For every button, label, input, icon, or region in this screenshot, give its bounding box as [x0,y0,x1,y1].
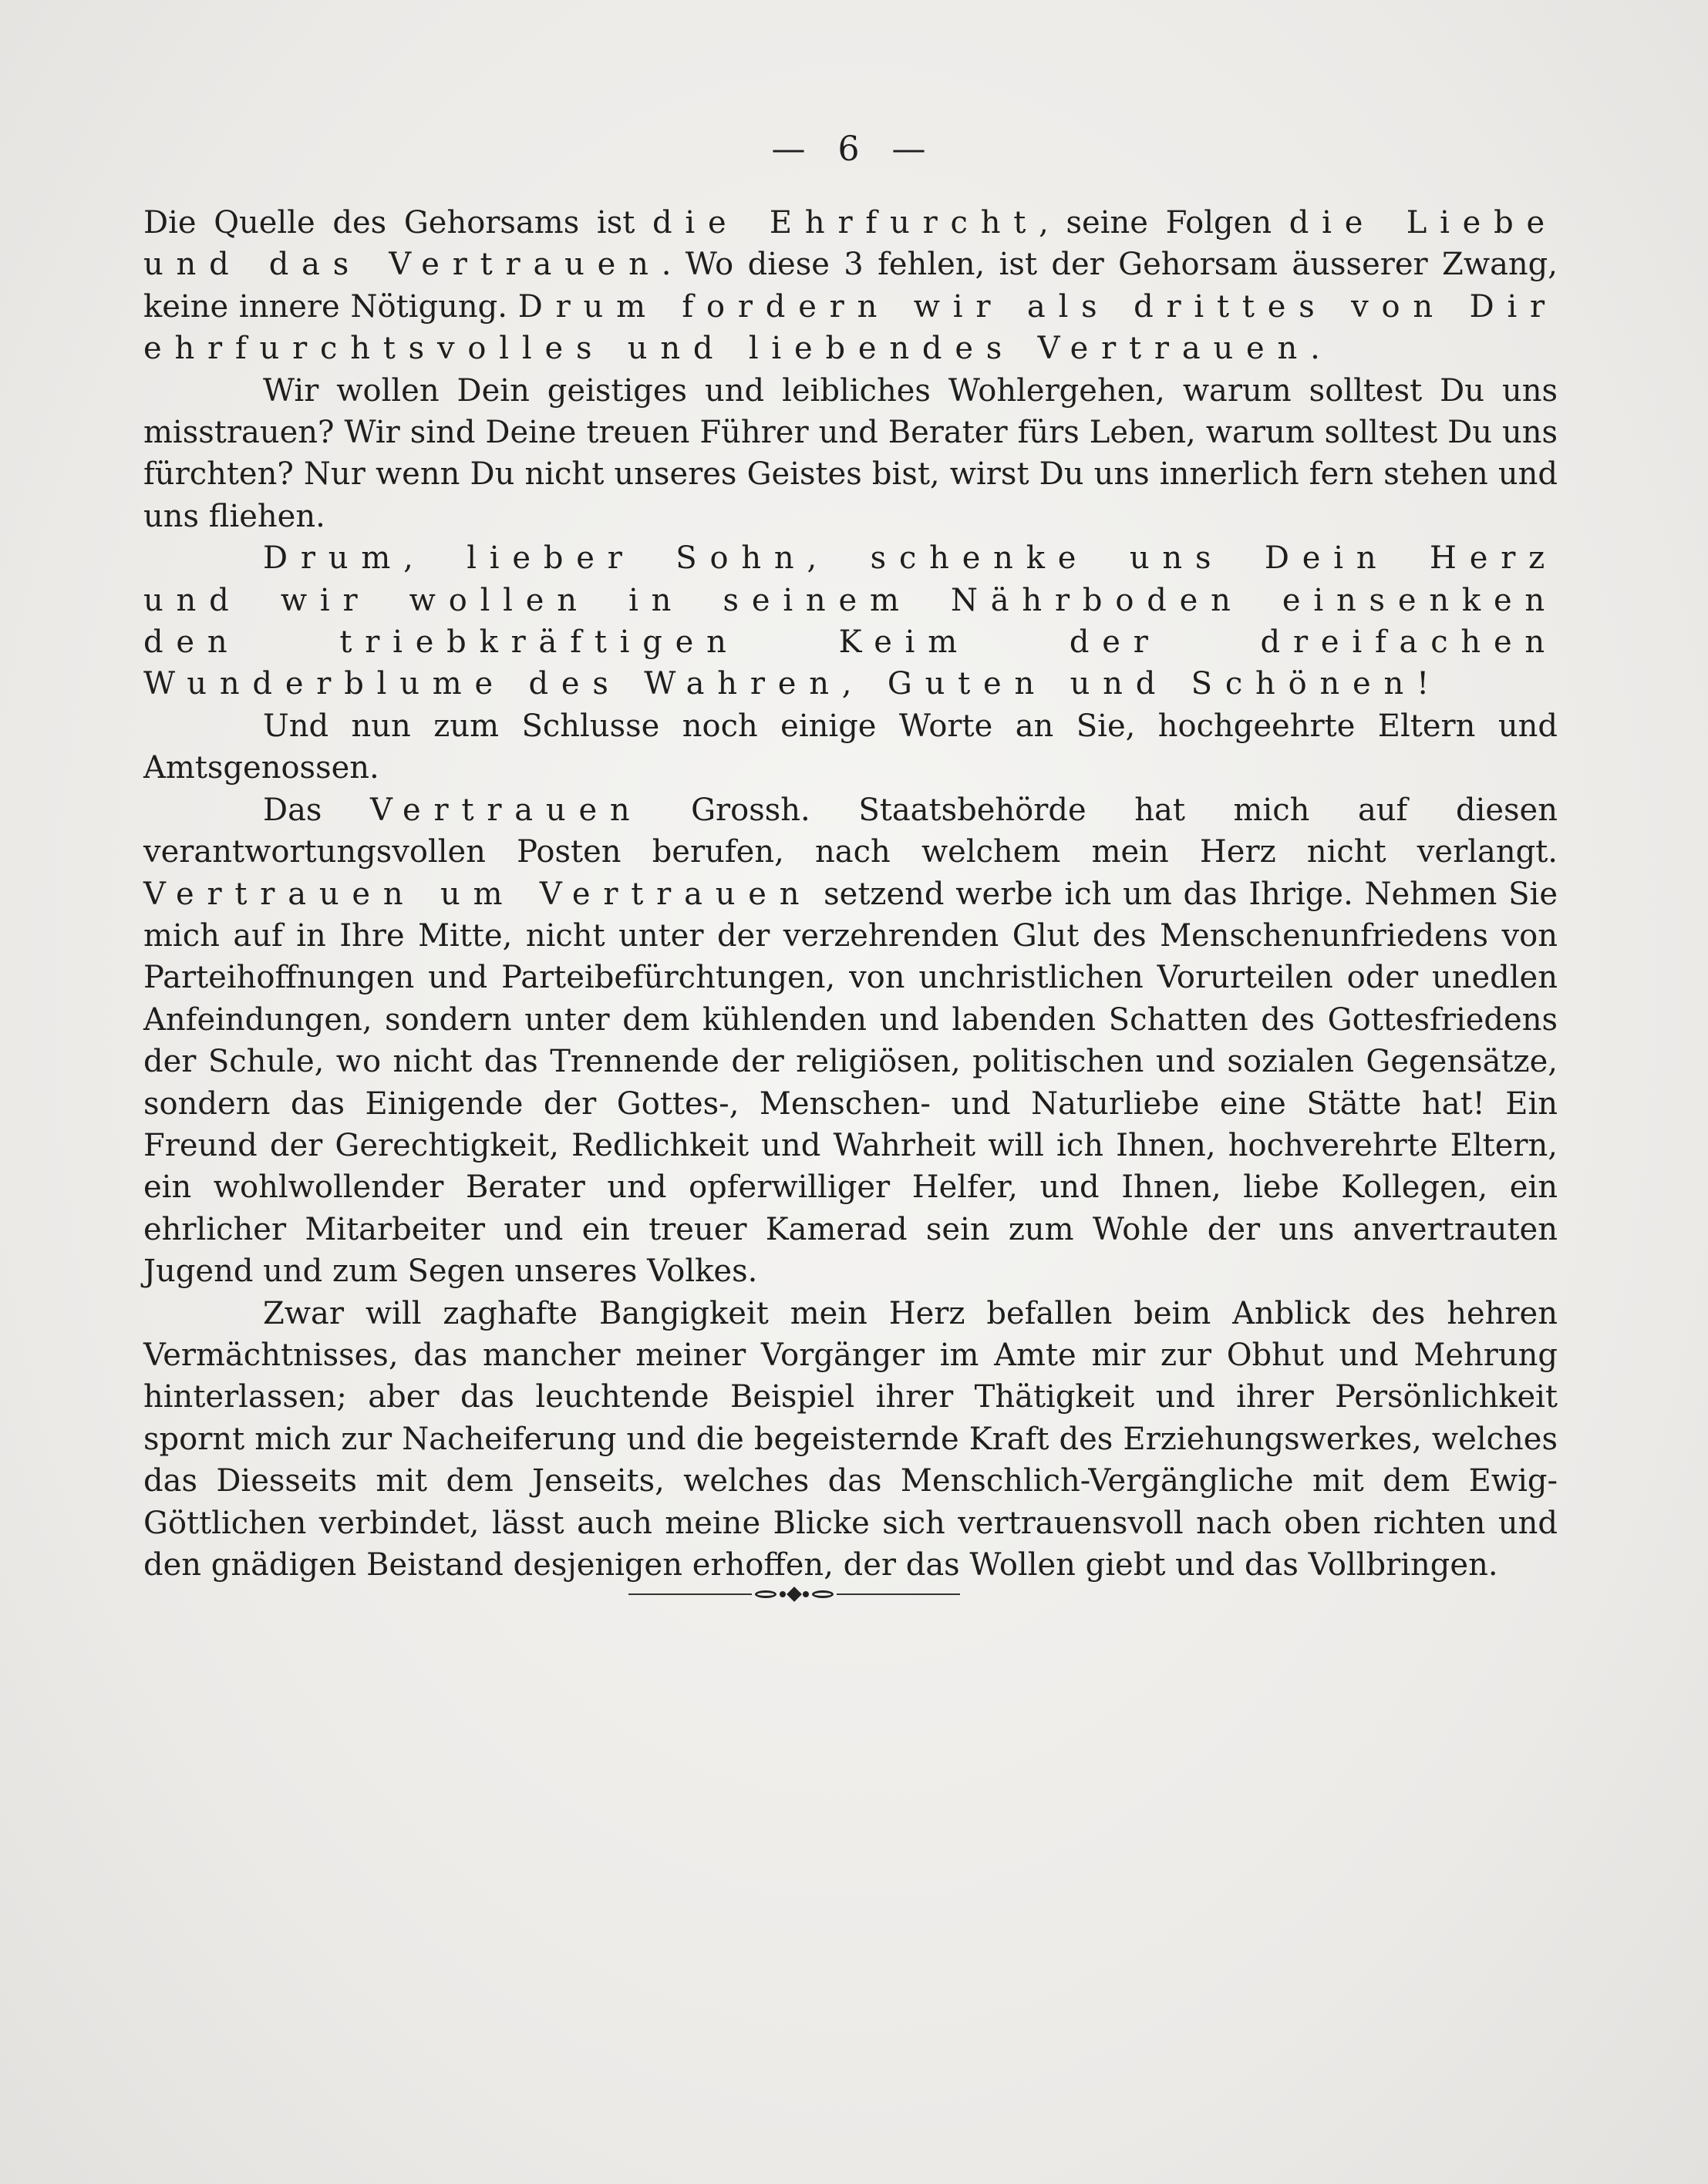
spaced-emphasis-text: die Ehrfurcht [652,205,1039,241]
paragraph-text: Zwar will zaghafte Bangigkeit mein Herz befallen beim Anblick des hehren Vermächtnisses, das mancher meiner Vorgänger im Amte mir zur Obhut und Mehrung hinterlassen; aber das leuchtende Beispiel ihrer Thätigkeit und ihrer Persönlichkeit spornt mich zur Nacheiferung und die begeisternde Kraft des Erziehungswerkes, welches das Diesseits mit dem Jenseits, welches das Menschlich-Vergängliche mit dem Ewig-Göttlichen verbindet, lässt auch meine Blicke sich vertrauensvoll nach oben richten und den gnädigen Beistand desjenigen erhoffen, der das Wollen giebt und das Vollbringen. [143,1295,1558,1583]
paragraph-text: . Wo diese 3 fehlen, ist der Gehorsam äusserer Zwang, keine innere Nötigung. [143,247,1558,325]
paragraph-text: setzend werbe ich um das Ihrige. Nehmen Sie mich auf in Ihre Mitte, nicht unter der verzehrenden Glut des Menschenunfriedens von Parteihoffnungen und Parteibefürchtungen, von unchristlichen Vorurteilen oder unedlen Anfeindungen, sondern unter dem kühlenden und labenden Schatten des Gottesfriedens der Schule, wo nicht das Trennende der religiösen, politischen und sozialen Gegensätze, sondern das Einigende der Gottes-, Menschen- und Naturliebe eine Stätte hat! Ein Freund der Gerechtigkeit, Redlichkeit und Wahrheit will ich Ihnen, hochverehrte Eltern, ein wohlwollender Berater und opferwilliger Helfer, und Ihnen, liebe Kollegen, ein ehrlicher Mitarbeiter und ein treuer Kamerad sein zum Wohle der uns anvertrauten Jugend und zum Segen unseres Volkes. [143,876,1558,1290]
paragraph-text: . [1310,331,1320,367]
spaced-emphasis-text: Vertrauen um Vertrauen [143,876,813,912]
paragraph-text: Grossh. Staatsbehörde hat mich auf diesen verantwortungsvollen Posten berufen, nach welchem mein Herz nicht verlangt. [143,792,1558,870]
body-text [143,202,1558,1586]
paragraph [143,202,1558,370]
paragraph-text: Und nun zum Schlusse noch einige Worte an Sie, hochgeehrte Eltern und Amtsgenossen. [143,708,1558,786]
spaced-emphasis-text: die Liebe und das Vertrauen [143,205,1558,283]
divider-line-left [628,1593,752,1595]
paragraph-text: Wir wollen Dein geistiges und leibliches Wohlergehen, warum solltest Du uns misstrauen? Wir sind Deine treuen Führer und Berater fürs Leben, warum solltest Du uns fürchten? Nur wenn Du nicht unseres Geistes bist, wirst Du uns innerlich fern stehen und uns fliehen. [143,372,1558,534]
paragraph [143,537,1558,705]
paragraph [143,1293,1558,1587]
paragraph-text: Die Quelle des Gehorsams ist [143,205,652,241]
paragraph [143,370,1558,538]
ornament-divider [628,1583,960,1606]
paragraph [143,789,1558,1293]
divider-line-right [837,1593,960,1595]
paragraph [143,705,1558,789]
paragraph-text: Das [263,792,371,828]
spaced-emphasis-text: Vertrauen [370,792,643,828]
spaced-emphasis-text: Drum fordern wir als drittes von Dir ehrfurchtsvolles und liebendes Vertrauen [143,288,1558,367]
vignette-ornament-icon [752,1589,837,1600]
page-number: — 6 — [771,130,937,169]
paragraph-text: , seine Folgen [1039,205,1289,241]
spaced-emphasis-text: Drum, lieber Sohn, schenke uns Dein Herz und wir wollen in seinem Nährboden einsenken den triebkräftigen Keim der dreifachen Wunderblume des Wahren, Guten und Schönen! [143,540,1558,702]
